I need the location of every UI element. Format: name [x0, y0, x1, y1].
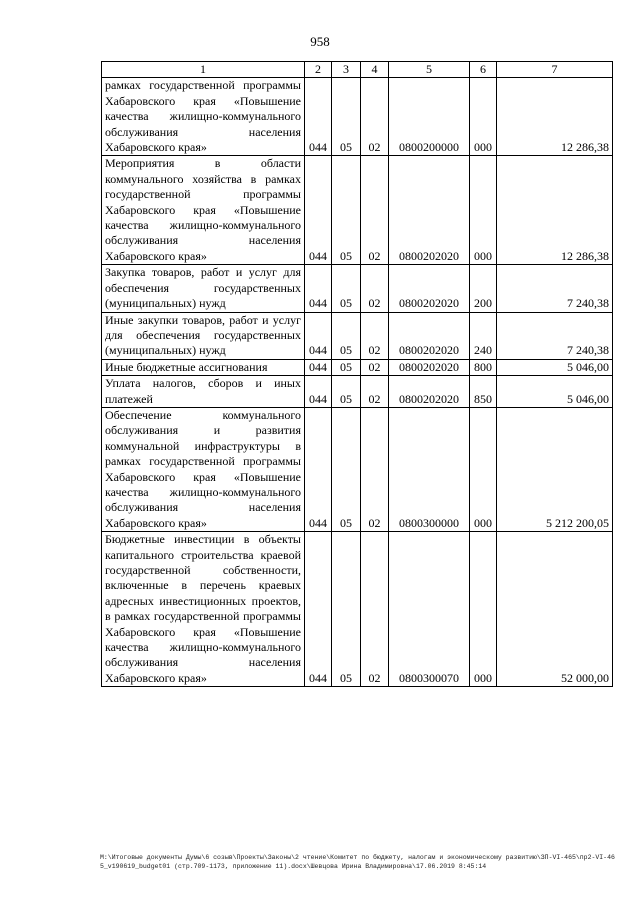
section-code-cell: 05 [332, 376, 361, 408]
section-code-cell: 05 [332, 265, 361, 312]
table-row [102, 376, 613, 408]
table-row [102, 359, 613, 375]
subsection-code-cell: 02 [361, 78, 389, 156]
row-name-cell: Уплата налогов, сборов и иных платежей [102, 376, 305, 408]
budget-table [101, 61, 613, 687]
section-code-cell: 05 [332, 532, 361, 687]
expense-type-cell: 000 [470, 407, 497, 531]
amount-cell: 7 240,38 [497, 312, 613, 359]
column-header: 4 [361, 62, 389, 78]
expense-type-cell: 240 [470, 312, 497, 359]
row-name-cell: Иные бюджетные ассигнования [102, 359, 305, 375]
column-header: 5 [389, 62, 470, 78]
section-code-cell: 05 [332, 156, 361, 265]
target-article-cell: 0800200000 [389, 78, 470, 156]
subsection-code-cell: 02 [361, 359, 389, 375]
row-name-cell: Бюджетные инвестиции в объекты капитального строительства краевой государственной собственности, включенные в перечень краевых адресных инвестиционных проектов, в рамках государственной программы Хабаровского края «Повышение качества жилищно-коммунального обслуживания населения Хабаровского края» [102, 532, 305, 687]
ved-code-cell: 044 [305, 407, 332, 531]
target-article-cell: 0800300000 [389, 407, 470, 531]
expense-type-cell: 000 [470, 532, 497, 687]
ved-code-cell: 044 [305, 359, 332, 375]
table-row [102, 265, 613, 312]
table-row [102, 312, 613, 359]
target-article-cell: 0800202020 [389, 156, 470, 265]
amount-cell: 5 046,00 [497, 359, 613, 375]
column-header: 7 [497, 62, 613, 78]
table-row [102, 407, 613, 531]
subsection-code-cell: 02 [361, 532, 389, 687]
subsection-code-cell: 02 [361, 376, 389, 408]
subsection-code-cell: 02 [361, 312, 389, 359]
amount-cell: 7 240,38 [497, 265, 613, 312]
document-path-footer: M:\Итоговые документы Думы\6 созыв\Проекты\Законы\2 чтение\Комитет по бюджету, налогам и экономическому развитию\ЗП-VI-465\пр2-VI-465_v190619_budget01 (стр.709-1173, приложение 11).docx\Шевцова Ирина Владимировна\17.06.2019 8:45:14 [100, 854, 615, 870]
ved-code-cell: 044 [305, 312, 332, 359]
target-article-cell: 0800202020 [389, 265, 470, 312]
amount-cell: 12 286,38 [497, 78, 613, 156]
target-article-cell: 0800202020 [389, 359, 470, 375]
expense-type-cell: 800 [470, 359, 497, 375]
ved-code-cell: 044 [305, 532, 332, 687]
row-name-cell: Мероприятия в области коммунального хозяйства в рамках государственной программы Хабаровского края «Повышение качества жилищно-коммунального обслуживания населения Хабаровского края» [102, 156, 305, 265]
amount-cell: 52 000,00 [497, 532, 613, 687]
column-header: 3 [332, 62, 361, 78]
expense-type-cell: 850 [470, 376, 497, 408]
expense-type-cell: 000 [470, 156, 497, 265]
target-article-cell: 0800202020 [389, 312, 470, 359]
subsection-code-cell: 02 [361, 156, 389, 265]
table-header-row [102, 62, 613, 78]
expense-type-cell: 000 [470, 78, 497, 156]
column-header: 6 [470, 62, 497, 78]
ved-code-cell: 044 [305, 376, 332, 408]
table-row [102, 78, 613, 156]
subsection-code-cell: 02 [361, 265, 389, 312]
section-code-cell: 05 [332, 312, 361, 359]
table-row [102, 532, 613, 687]
target-article-cell: 0800300070 [389, 532, 470, 687]
column-header: 2 [305, 62, 332, 78]
ved-code-cell: 044 [305, 156, 332, 265]
amount-cell: 5 212 200,05 [497, 407, 613, 531]
target-article-cell: 0800202020 [389, 376, 470, 408]
row-name-cell: Закупка товаров, работ и услуг для обеспечения государственных (муниципальных) нужд [102, 265, 305, 312]
ved-code-cell: 044 [305, 265, 332, 312]
row-name-cell: Обеспечение коммунального обслуживания и развития коммунальной инфраструктуры в рамках государственной программы Хабаровского края «Повышение качества жилищно-коммунального обслуживания населения Хабаровского края» [102, 407, 305, 531]
table-row [102, 156, 613, 265]
section-code-cell: 05 [332, 78, 361, 156]
amount-cell: 12 286,38 [497, 156, 613, 265]
row-name-cell: Иные закупки товаров, работ и услуг для обеспечения государственных (муниципальных) нужд [102, 312, 305, 359]
section-code-cell: 05 [332, 359, 361, 375]
expense-type-cell: 200 [470, 265, 497, 312]
page-number: 958 [310, 34, 330, 49]
section-code-cell: 05 [332, 407, 361, 531]
amount-cell: 5 046,00 [497, 376, 613, 408]
ved-code-cell: 044 [305, 78, 332, 156]
subsection-code-cell: 02 [361, 407, 389, 531]
column-header: 1 [102, 62, 305, 78]
row-name-cell: рамках государственной программы Хабаровского края «Повышение качества жилищно-коммунального обслуживания населения Хабаровского края» [102, 78, 305, 156]
